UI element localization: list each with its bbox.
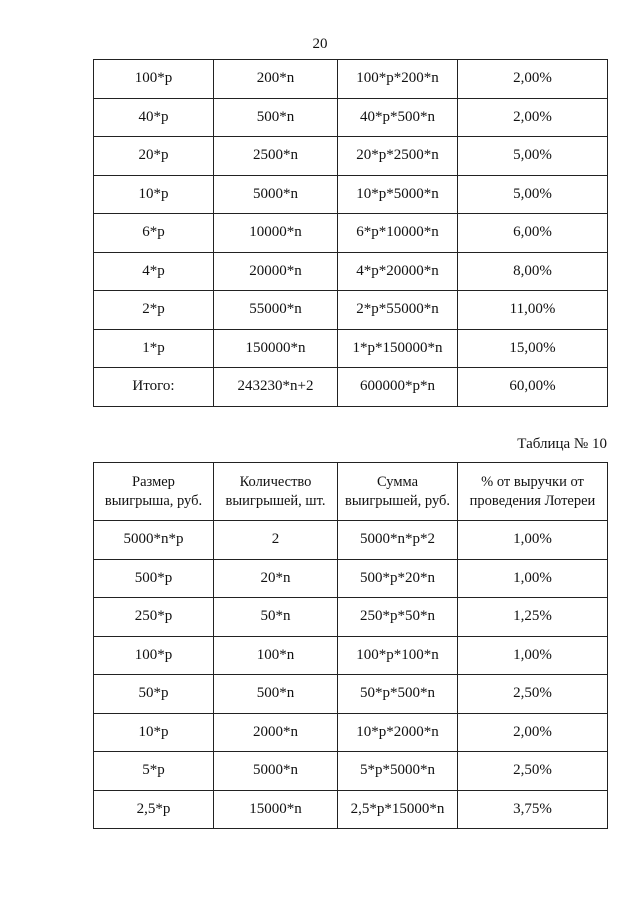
cell-prize-size: 20*р bbox=[94, 137, 214, 176]
cell-prize-sum: 5*р*5000*n bbox=[338, 752, 458, 791]
table-row bbox=[94, 521, 608, 560]
cell-prize-count: 200*n bbox=[214, 60, 338, 99]
cell-prize-sum: 40*р*500*n bbox=[338, 98, 458, 137]
cell-prize-sum: 2*р*55000*n bbox=[338, 291, 458, 330]
cell-prize-sum: 500*р*20*n bbox=[338, 559, 458, 598]
cell-revenue-percent: 2,50% bbox=[458, 752, 608, 791]
cell-prize-size: 500*р bbox=[94, 559, 214, 598]
cell-prize-count: 20*n bbox=[214, 559, 338, 598]
table-row bbox=[94, 790, 608, 829]
cell-prize-count: 50*n bbox=[214, 598, 338, 637]
page-number: 20 bbox=[312, 36, 328, 52]
table-caption: Таблица № 10 bbox=[517, 436, 607, 452]
table-header-row bbox=[94, 463, 608, 521]
cell-prize-sum: 100*р*200*n bbox=[338, 60, 458, 99]
cell-prize-sum: 50*р*500*n bbox=[338, 675, 458, 714]
cell-prize-count: 500*n bbox=[214, 675, 338, 714]
cell-prize-size: 2*р bbox=[94, 291, 214, 330]
cell-prize-count: 15000*n bbox=[214, 790, 338, 829]
cell-prize-size: 50*р bbox=[94, 675, 214, 714]
cell-prize-sum: 250*р*50*n bbox=[338, 598, 458, 637]
header-prize-size: Размер выигрыша, руб. bbox=[94, 463, 214, 521]
cell-prize-size: 10*р bbox=[94, 713, 214, 752]
cell-prize-sum: 100*р*100*n bbox=[338, 636, 458, 675]
cell-prize-size: 250*р bbox=[94, 598, 214, 637]
cell-prize-sum: 4*р*20000*n bbox=[338, 252, 458, 291]
cell-prize-count: 243230*n+2 bbox=[214, 368, 338, 407]
cell-prize-sum: 600000*р*n bbox=[338, 368, 458, 407]
cell-prize-size: 10*р bbox=[94, 175, 214, 214]
cell-revenue-percent: 15,00% bbox=[458, 329, 608, 368]
cell-prize-size: 5*р bbox=[94, 752, 214, 791]
table-row bbox=[94, 713, 608, 752]
cell-prize-sum: 2,5*р*15000*n bbox=[338, 790, 458, 829]
cell-prize-count: 2000*n bbox=[214, 713, 338, 752]
cell-prize-count: 5000*n bbox=[214, 175, 338, 214]
cell-revenue-percent: 8,00% bbox=[458, 252, 608, 291]
cell-prize-size: 1*р bbox=[94, 329, 214, 368]
table-row bbox=[94, 98, 608, 137]
cell-prize-size: 4*р bbox=[94, 252, 214, 291]
cell-prize-size: 6*р bbox=[94, 214, 214, 253]
prize-table-continued bbox=[93, 59, 608, 407]
table-row bbox=[94, 175, 608, 214]
table-row bbox=[94, 214, 608, 253]
cell-prize-sum: 10*р*2000*n bbox=[338, 713, 458, 752]
cell-prize-size: 40*р bbox=[94, 98, 214, 137]
cell-prize-sum: 10*р*5000*n bbox=[338, 175, 458, 214]
cell-revenue-percent: 1,00% bbox=[458, 521, 608, 560]
cell-prize-size: 5000*n*р bbox=[94, 521, 214, 560]
cell-revenue-percent: 2,00% bbox=[458, 713, 608, 752]
cell-prize-count: 2 bbox=[214, 521, 338, 560]
cell-prize-count: 100*n bbox=[214, 636, 338, 675]
cell-prize-count: 500*n bbox=[214, 98, 338, 137]
cell-prize-sum: 6*р*10000*n bbox=[338, 214, 458, 253]
table-row bbox=[94, 291, 608, 330]
cell-revenue-percent: 60,00% bbox=[458, 368, 608, 407]
table-row bbox=[94, 137, 608, 176]
cell-prize-size: Итого: bbox=[94, 368, 214, 407]
cell-prize-size: 100*р bbox=[94, 636, 214, 675]
cell-prize-count: 2500*n bbox=[214, 137, 338, 176]
table-body bbox=[94, 60, 608, 407]
table-body bbox=[94, 521, 608, 829]
cell-revenue-percent: 1,00% bbox=[458, 636, 608, 675]
header-revenue-percent: % от выручки от проведения Лотереи bbox=[458, 463, 608, 521]
table-row bbox=[94, 559, 608, 598]
table-row bbox=[94, 636, 608, 675]
table-row bbox=[94, 752, 608, 791]
cell-prize-sum: 1*р*150000*n bbox=[338, 329, 458, 368]
table-row bbox=[94, 368, 608, 407]
cell-revenue-percent: 2,50% bbox=[458, 675, 608, 714]
cell-prize-count: 10000*n bbox=[214, 214, 338, 253]
cell-prize-size: 2,5*р bbox=[94, 790, 214, 829]
cell-revenue-percent: 2,00% bbox=[458, 98, 608, 137]
cell-prize-count: 150000*n bbox=[214, 329, 338, 368]
prize-table-10 bbox=[93, 462, 608, 829]
cell-revenue-percent: 5,00% bbox=[458, 175, 608, 214]
table-row bbox=[94, 252, 608, 291]
cell-prize-count: 55000*n bbox=[214, 291, 338, 330]
header-prize-sum: Сумма выигрышей, руб. bbox=[338, 463, 458, 521]
table-row bbox=[94, 675, 608, 714]
cell-revenue-percent: 11,00% bbox=[458, 291, 608, 330]
table-row bbox=[94, 329, 608, 368]
cell-prize-count: 5000*n bbox=[214, 752, 338, 791]
cell-revenue-percent: 5,00% bbox=[458, 137, 608, 176]
cell-revenue-percent: 2,00% bbox=[458, 60, 608, 99]
cell-revenue-percent: 1,25% bbox=[458, 598, 608, 637]
cell-prize-count: 20000*n bbox=[214, 252, 338, 291]
cell-revenue-percent: 3,75% bbox=[458, 790, 608, 829]
cell-prize-sum: 5000*n*р*2 bbox=[338, 521, 458, 560]
table-row bbox=[94, 60, 608, 99]
cell-revenue-percent: 6,00% bbox=[458, 214, 608, 253]
table-row bbox=[94, 598, 608, 637]
header-prize-count: Количество выигрышей, шт. bbox=[214, 463, 338, 521]
cell-prize-sum: 20*р*2500*n bbox=[338, 137, 458, 176]
cell-revenue-percent: 1,00% bbox=[458, 559, 608, 598]
cell-prize-size: 100*р bbox=[94, 60, 214, 99]
